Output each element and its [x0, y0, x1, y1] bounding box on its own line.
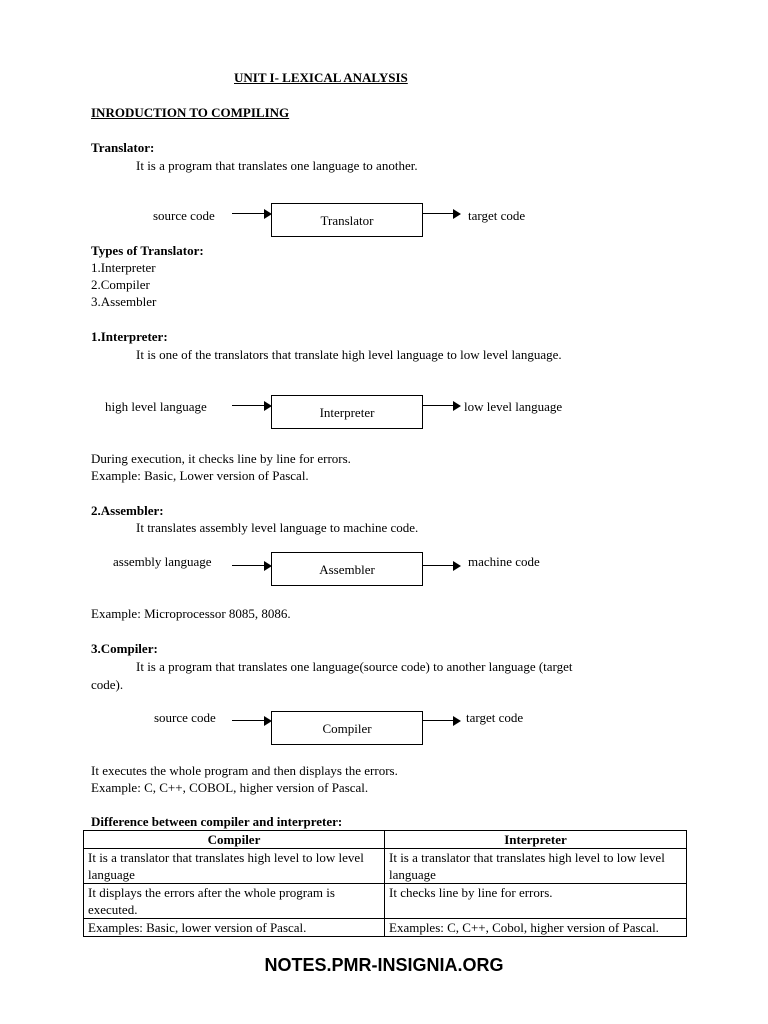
comparison-table	[83, 830, 687, 937]
compiler-definition-line1: It is a program that translates one language(source code) to another language (target	[136, 659, 573, 674]
types-heading: Types of Translator:	[91, 243, 204, 258]
column-header-compiler: Compiler	[84, 831, 385, 849]
types-item: 2.Compiler	[91, 277, 150, 292]
translator-definition: It is a program that translates one language to another.	[136, 158, 418, 173]
compiler-heading: 3.Compiler:	[91, 641, 158, 656]
assembler-box	[271, 552, 423, 586]
diagram-input-label: high level language	[105, 399, 207, 414]
arrow-icon	[423, 209, 461, 219]
interpreter-note: During execution, it checks line by line for errors.	[91, 451, 351, 466]
diagram-box-label: Interpreter	[319, 404, 375, 420]
compiler-box	[271, 711, 423, 745]
diagram-box-label: Translator	[320, 212, 374, 228]
types-item: 3.Assembler	[91, 294, 157, 309]
interpreter-example: Example: Basic, Lower version of Pascal.	[91, 468, 309, 483]
table-row	[84, 849, 687, 884]
diagram-output-label: target code	[466, 710, 524, 725]
difference-heading: Difference between compiler and interpreter:	[91, 814, 343, 829]
interpreter-definition: It is one of the translators that translate high level language to low level language.	[136, 347, 562, 362]
page-title: UNIT I- LEXICAL ANALYSIS	[234, 70, 408, 85]
types-item: 1.Interpreter	[91, 260, 156, 275]
assembler-definition: It translates assembly level language to machine code.	[136, 520, 419, 535]
diagram-output-label: machine code	[468, 554, 540, 569]
compiler-example: Example: C, C++, COBOL, higher version of Pascal.	[91, 780, 369, 795]
diagram-input-label: assembly language	[113, 554, 212, 569]
table-header-row	[84, 831, 687, 849]
arrow-icon	[423, 401, 461, 411]
arrow-icon	[232, 401, 272, 411]
compiler-note: It executes the whole program and then displays the errors.	[91, 763, 398, 778]
translator-box	[271, 203, 423, 237]
table-row	[84, 919, 687, 937]
arrow-icon	[423, 561, 461, 571]
diagram-box-label: Compiler	[322, 720, 372, 736]
diagram-output-label: target code	[468, 208, 526, 223]
section-heading: INRODUCTION TO COMPILING	[91, 105, 290, 120]
column-header-interpreter: Interpreter	[385, 831, 687, 849]
diagram-box-label: Assembler	[319, 561, 375, 577]
diagram-output-label: low level language	[464, 399, 563, 414]
interpreter-box	[271, 395, 423, 429]
arrow-icon	[232, 716, 272, 726]
assembler-example: Example: Microprocessor 8085, 8086.	[91, 606, 291, 621]
table-cell: Examples: Basic, lower version of Pascal.	[84, 919, 385, 937]
assembler-heading: 2.Assembler:	[91, 503, 164, 518]
table-cell: Examples: C, C++, Cobol, higher version of Pascal.	[385, 919, 687, 937]
compiler-definition-line2: code).	[91, 677, 124, 692]
translator-heading: Translator:	[91, 140, 155, 155]
diagram-input-label: source code	[153, 208, 215, 223]
arrow-icon	[423, 716, 461, 726]
table-row	[84, 884, 687, 919]
table-cell: It is a translator that translates high level to low level language	[84, 849, 385, 884]
table-cell: It checks line by line for errors.	[385, 884, 687, 919]
arrow-icon	[232, 561, 272, 571]
interpreter-heading: 1.Interpreter:	[91, 329, 168, 344]
table-cell: It is a translator that translates high level to low level language	[385, 849, 687, 884]
diagram-input-label: source code	[154, 710, 216, 725]
table-cell: It displays the errors after the whole program is executed.	[84, 884, 385, 919]
footer-site-link[interactable]: NOTES.PMR-INSIGNIA.ORG	[264, 955, 504, 975]
arrow-icon	[232, 209, 272, 219]
